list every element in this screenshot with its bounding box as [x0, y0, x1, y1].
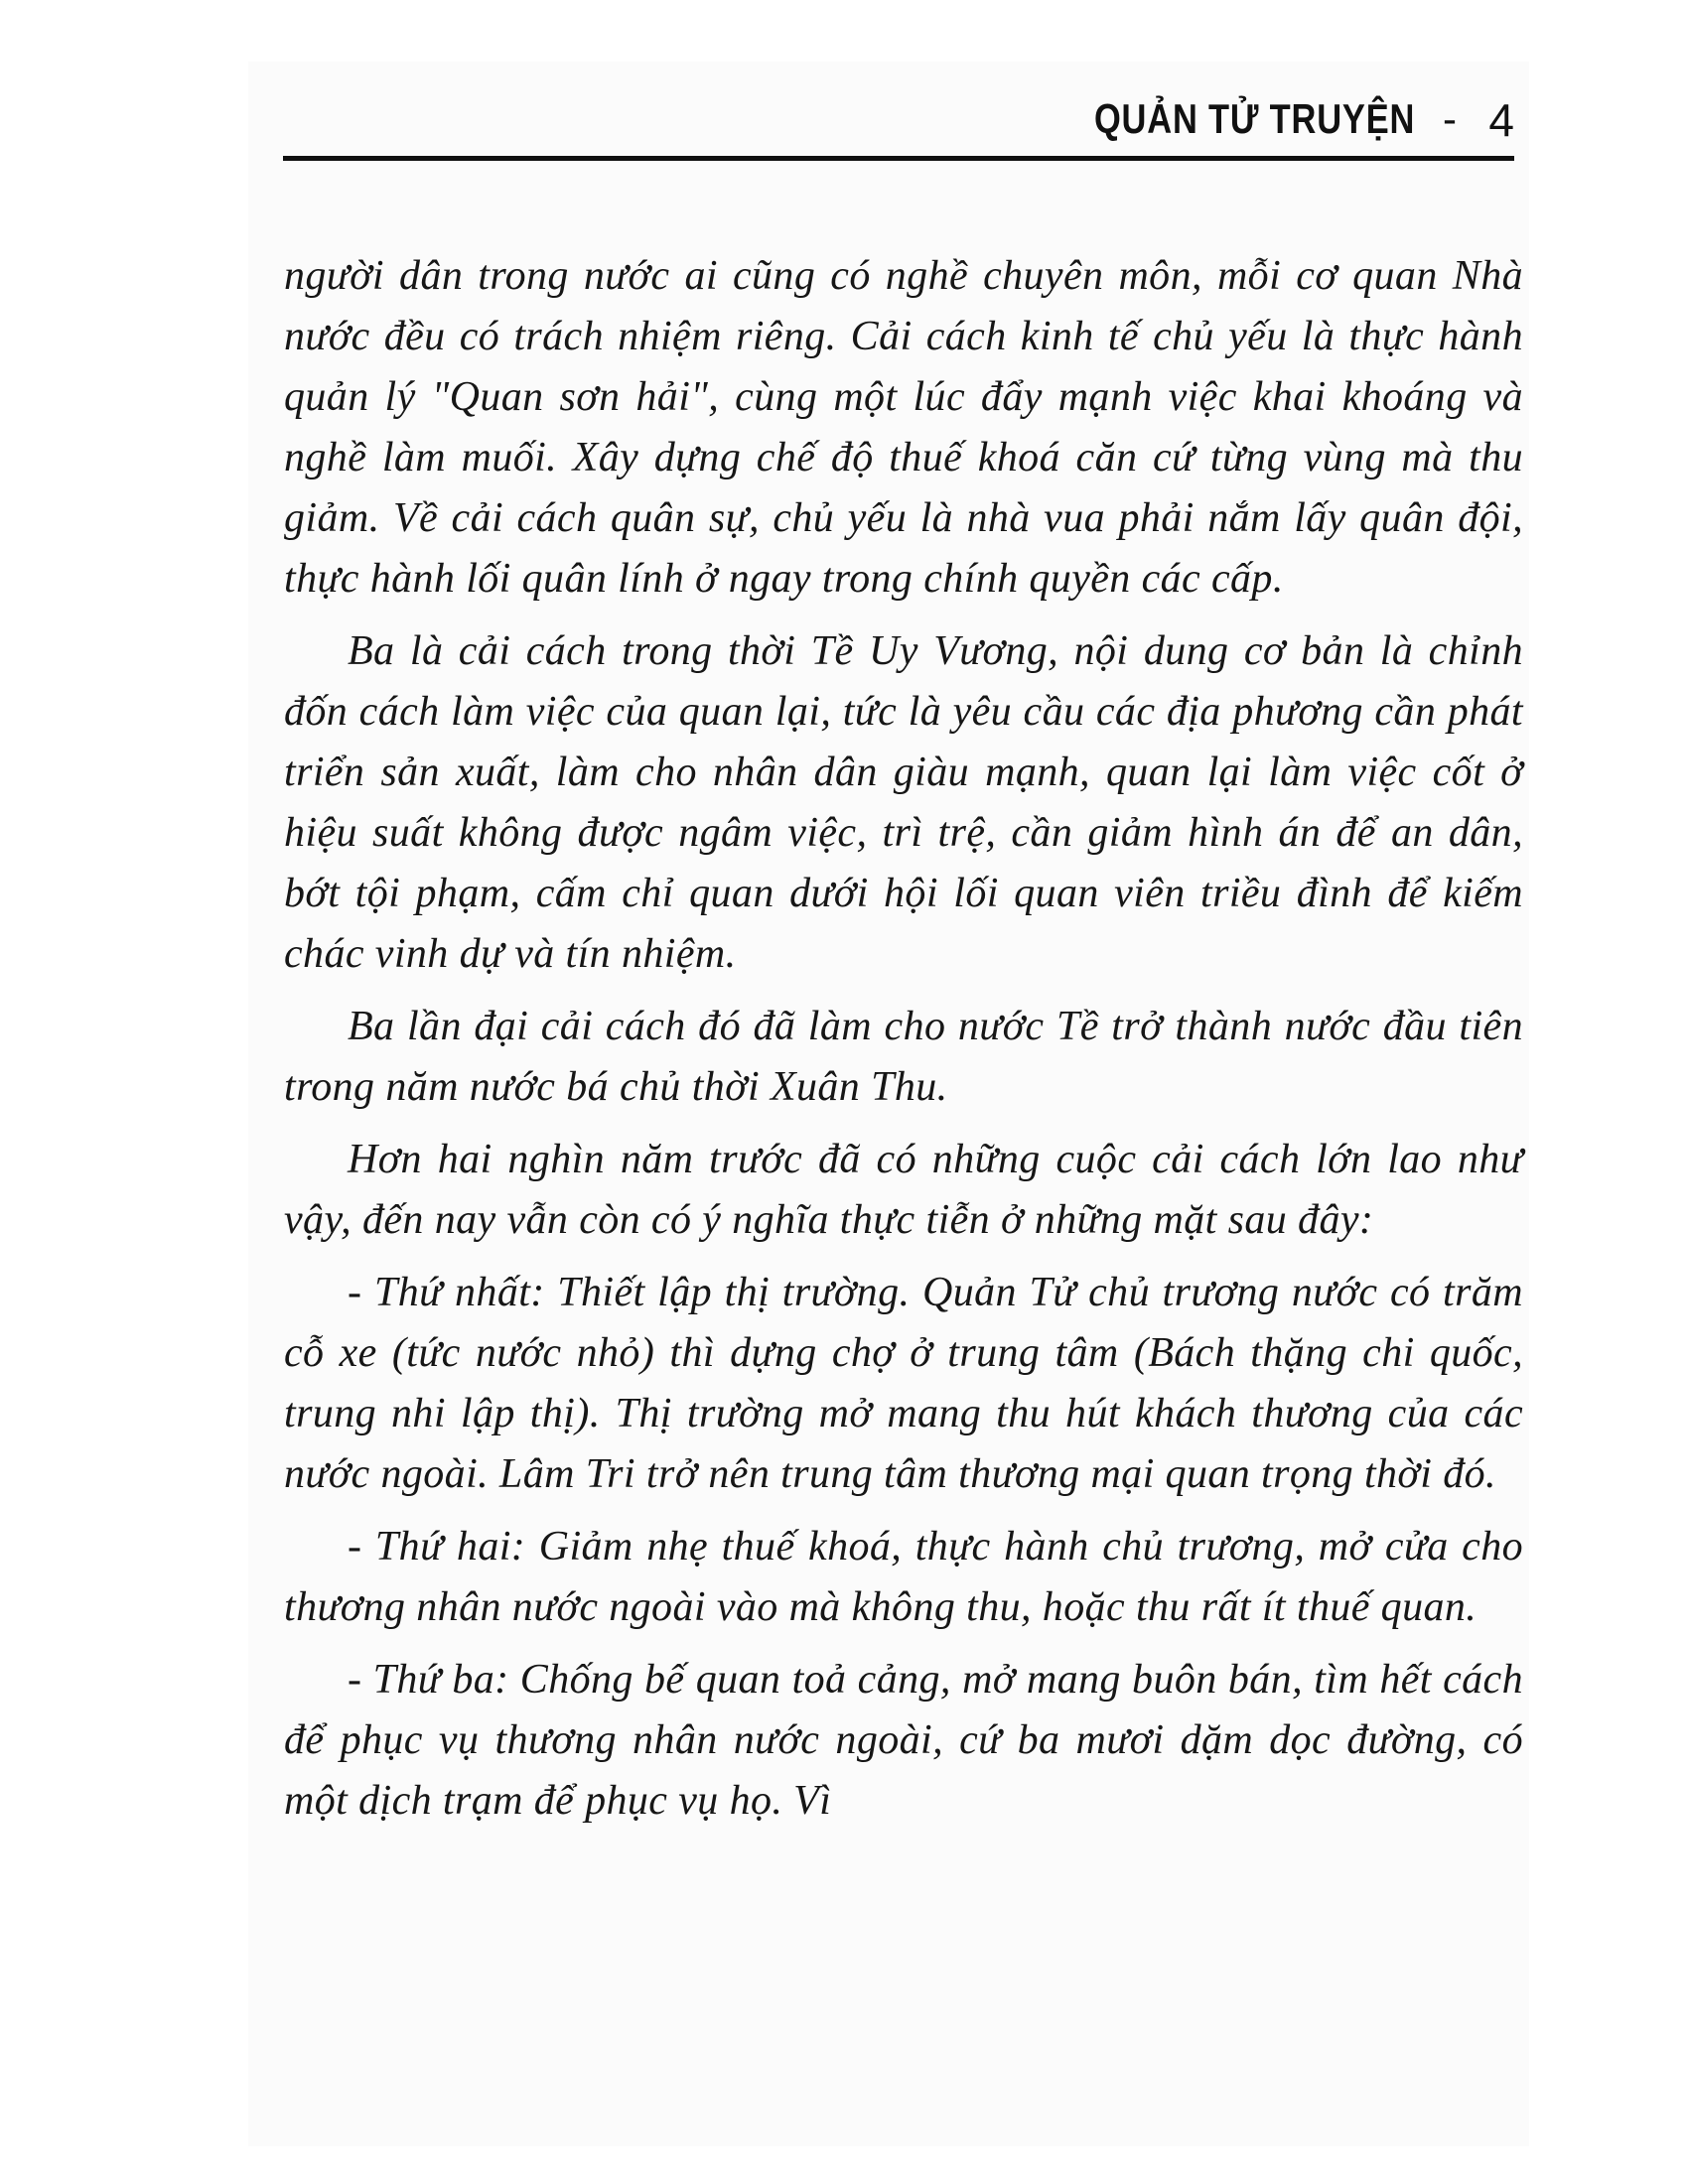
page-number: 4: [1488, 94, 1514, 146]
header-separator: -: [1443, 95, 1457, 142]
paragraph: Ba là cải cách trong thời Tề Uy Vương, nội dung cơ bản là chỉnh đốn cách làm việc của quan lại, tức là yêu cầu các địa phương cần phát triển sản xuất, làm cho nhân dân giàu mạnh, quan lại làm việc cốt ở hiệu suất không được ngâm việc, trì trệ, cần giảm hình án để an dân, bớt tội phạm, cấm chỉ quan dưới hội lối quan viên triều đình để kiếm chác vinh dự và tín nhiệm.: [284, 628, 1523, 977]
paragraph: - Thứ ba: Chống bế quan toả cảng, mở mang buôn bán, tìm hết cách để phục vụ thương nhân nước ngoài, cứ ba mươi dặm dọc đường, có một dịch trạm để phục vụ họ. Vì: [284, 1657, 1523, 1824]
paragraph: Hơn hai nghìn năm trước đã có những cuộc cải cách lớn lao như vậy, đến nay vẫn còn có ý nghĩa thực tiễn ở những mặt sau đây:: [284, 1137, 1523, 1243]
paragraph: Ba lần đại cải cách đó đã làm cho nước Tề trở thành nước đầu tiên trong năm nước bá chủ thời Xuân Thu.: [284, 1004, 1523, 1110]
paragraph: người dân trong nước ai cũng có nghề chuyên môn, mỗi cơ quan Nhà nước đều có trách nhiệm riêng. Cải cách kinh tế chủ yếu là thực hành quản lý "Quan sơn hải", cùng một lúc đẩy mạnh việc khai khoáng và nghề làm muối. Xây dựng chế độ thuế khoá căn cứ từng vùng mà thu giảm. Về cải cách quân sự, chủ yếu là nhà vua phải nắm lấy quân đội, thực hành lối quân lính ở ngay trong chính quyền các cấp.: [284, 253, 1523, 602]
book-title: QUẢN TỬ TRUYỆN: [1093, 95, 1415, 142]
running-header: [283, 87, 1514, 159]
paragraph: - Thứ hai: Giảm nhẹ thuế khoá, thực hành chủ trương, mở cửa cho thương nhân nước ngoài vào mà không thu, hoặc thu rất ít thuế quan.: [284, 1524, 1523, 1630]
body-text: [284, 246, 1523, 1843]
header-rule: [283, 156, 1514, 161]
paragraph: - Thứ nhất: Thiết lập thị trường. Quản Tử chủ trương nước có trăm cỗ xe (tức nước nhỏ) thì dựng chợ ở trung tâm (Bách thặng chi quốc, trung nhi lập thị). Thị trường mở mang thu hút khách thương của các nước ngoài. Lâm Tri trở nên trung tâm thương mại quan trọng thời đó.: [284, 1270, 1523, 1497]
